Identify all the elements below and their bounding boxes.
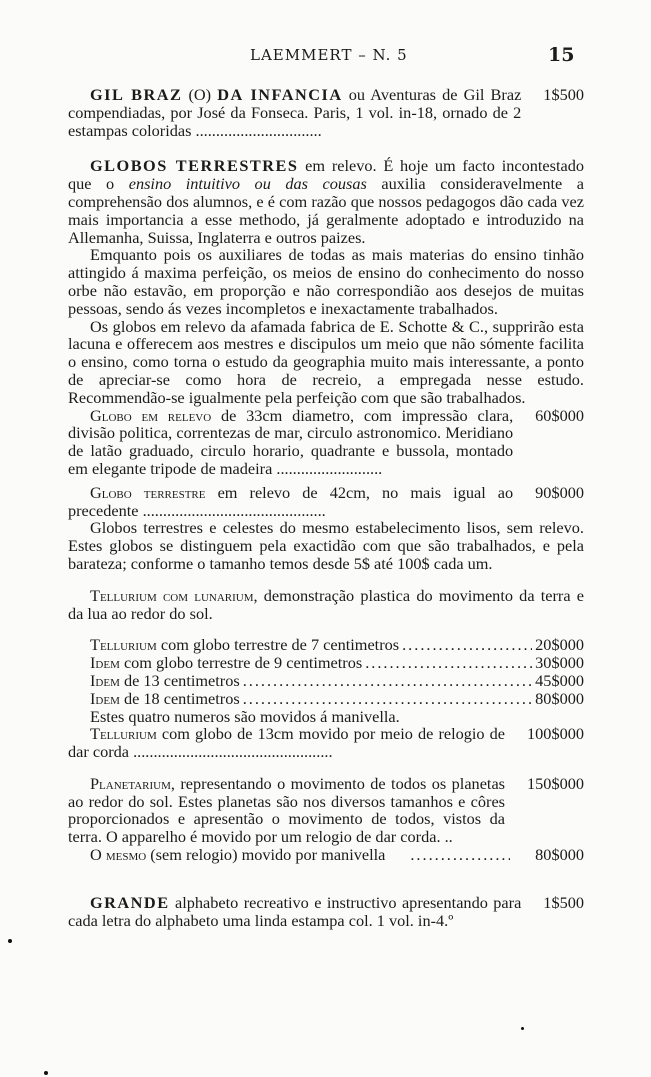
entry-planetarium bbox=[68, 775, 584, 864]
ink-speck bbox=[521, 1027, 524, 1030]
grande-item: GRANDE alphabeto recreativo e instructivo apresentando para cada letra do alphabeto uma linda estampa col. 1 vol. in-4.º 1$500 bbox=[68, 892, 584, 930]
ink-speck bbox=[8, 939, 12, 943]
gil-braz-line: GIL BRAZ (O) DA INFANCIA ou Aventuras de Gil Braz compendiadas, por José da Fonseca. Paris, 1 vol. in-18, ornado de 2 estampas coloridas ............................... 1$500 bbox=[68, 85, 584, 140]
globo-terrestre-label: Globo terrestre bbox=[90, 482, 206, 502]
globo-terrestre-item: Globo terrestre em relevo de 42cm, no mais igual ao precedente ............................................. 90$000 bbox=[68, 482, 584, 520]
planetarium-item: Planetarium, representando o movimento de todos os planetas ao redor do sol. Estes planetas são nos diversos tamanhos e côres proporcionados e apresentão o movimento de todos, vistos da terra. O apparelho é movido por um relogio de dar corda. .. 150$000 bbox=[68, 773, 584, 847]
globos-paragraph-3: Os globos em relevo da afamada fabrica de E. Schotte & C., supprirão esta lacuna e offerecem aos mestres e discipulos um meio que não sómente facilita o ensino, como torna o estudo da geographia muito mais interessante, a ponto de apreciar-se como hora de recreio, a empregada nesse estudo. Recommendão-se igualmente pela perfeição com que são trabalhados. bbox=[68, 316, 584, 407]
grande-price: 1$500 bbox=[543, 892, 584, 912]
planetarium-price: 150$000 bbox=[527, 773, 584, 793]
gil-braz-price: 1$500 bbox=[543, 85, 584, 104]
running-header bbox=[0, 44, 651, 66]
globos-paragraph-2: Emquanto pois os auxiliares de todas as mais materias do ensino tinhão attingido á maxima perfeição, os meios de ensino do conhecimento do nosso orbe não estavão, em proporção e não correspondião aos desejos de muitas pessoas, sendo ás vezes incompletos e inexactamente trabalhados. bbox=[68, 245, 584, 318]
globo-relevo-item: Globo em relevo de 33cm diametro, com impressão clara, divisão politica, correntezas de mar, circulo astronomico. Meridiano de latão graduado, circulo horario, quadrante e bussola, montado em elegante tripode de madeira .......................... 60$000 bbox=[68, 405, 584, 478]
gil-braz-heading-2: DA INFANCIA bbox=[217, 85, 343, 104]
running-title: LAEMMERT – N. 5 bbox=[250, 46, 408, 64]
grande-heading: GRANDE bbox=[90, 892, 170, 912]
globos-heading: GLOBOS TERRESTRES bbox=[90, 156, 299, 176]
tellurium-item-1: Tellurium com globo terrestre de 7 centimetros ..... 20$000 bbox=[68, 636, 584, 654]
ink-speck bbox=[44, 1071, 48, 1075]
page-number: 15 bbox=[548, 44, 575, 66]
tellurium-item-3-price: 45$000 bbox=[535, 670, 584, 690]
tellurium-item-4: Idem de 18 centimetros ..... 80$000 bbox=[68, 690, 584, 708]
tellurium-intro: Tellurium com lunarium, demonstração plastica do movimento da terra e da lua ao redor do sol. bbox=[68, 585, 584, 623]
globo-relevo-label: Globo em relevo bbox=[90, 405, 212, 425]
planetarium-manivella-price: 80$000 bbox=[535, 845, 584, 865]
globo-terrestre-price: 90$000 bbox=[535, 482, 584, 502]
tellurium-item-4-price: 80$000 bbox=[535, 688, 584, 708]
globos-paragraph-4: Globos terrestres e celestes do mesmo estabelecimento lisos, sem relevo. Estes globos se distinguem pela exactidão com que são trabalhados, e pela barateza; conforme o tamanho temos desde 5$ até 100$ cada um. bbox=[68, 518, 584, 573]
gil-braz-description: ou Aventuras de Gil Braz compendiadas, por José da Fonseca. Paris, 1 vol. in-18, ornado de 2 estampas coloridas bbox=[68, 85, 522, 140]
tellurium-note: Estes quatro numeros são movidos á manivella. bbox=[90, 706, 400, 726]
tellurium-relogio-price: 100$000 bbox=[527, 724, 584, 744]
catalog-body bbox=[68, 86, 584, 929]
globo-relevo-price: 60$000 bbox=[535, 405, 584, 425]
entry-tellurium bbox=[68, 587, 584, 761]
tellurium-item-3: Idem de 13 centimetros ..... 45$000 bbox=[68, 672, 584, 690]
entry-globos bbox=[68, 157, 584, 572]
tellurium-item-2: Idem com globo terrestre de 9 centimetros ..... 30$000 bbox=[68, 654, 584, 672]
tellurium-item-2-price: 30$000 bbox=[535, 653, 584, 673]
entry-gil-braz bbox=[68, 86, 584, 139]
planetarium-manivella-item: O mesmo (sem relogio) movido por manivella ..... 80$000 bbox=[68, 846, 584, 864]
tellurium-item-1-price: 20$000 bbox=[535, 635, 584, 655]
gil-braz-heading: GIL BRAZ bbox=[90, 85, 183, 104]
entry-grande bbox=[68, 894, 584, 930]
globos-intro: GLOBOS TERRESTRES em relevo. É hoje um facto incontestado que o ensino intuitivo ou das cousas auxilia consideravelmente a comprehensão dos alumnos, e é com razão que nossos pedagogos dão cada vez mais importancia a esse methodo, já geralmente adoptado e introduzido na Allemanha, Suissa, Inglaterra e outros paizes. bbox=[68, 156, 584, 247]
tellurium-relogio-item: Tellurium com globo de 13cm movido por meio de relogio de dar corda ................................................. 100$000 bbox=[68, 724, 584, 762]
